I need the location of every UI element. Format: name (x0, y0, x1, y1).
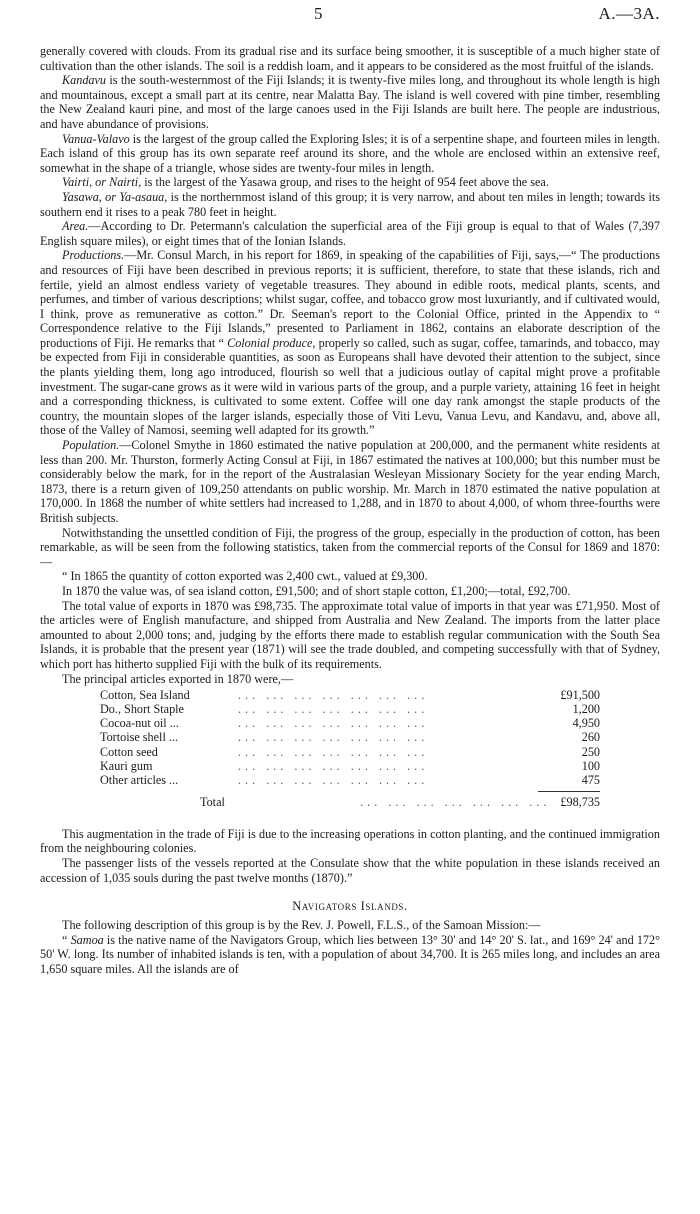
text-block-after-table (40, 827, 660, 885)
export-item-amount: 4,950 (572, 716, 600, 731)
italic-run: Colonial produce, (227, 335, 316, 350)
leader-dots: ... ... ... ... ... ... ... (238, 688, 429, 703)
export-item-name: Cotton, Sea Island (100, 688, 190, 703)
page-body (40, 44, 660, 977)
paragraph (40, 933, 660, 977)
paragraph (40, 438, 660, 526)
text-run: The passenger lists of the vessels reported at the Consulate show that the white population in these islands received an accession of 1,035 souls during the past twelve months (1870).” (40, 856, 660, 885)
paragraph (40, 599, 660, 672)
italic-run: Productions. (62, 248, 125, 263)
text-run: —Mr. Consul March, in his report for 1869, in speaking of the capabilities of Fiji, says,—“ The productions and resources of Fiji have been described in previous reports; it is sufficient, therefore, to state that these islands, rich and fertile, yield an almost endless variety of vegetable treasures. They abound in edible roots, medical plants, scents, and perfumes, and timber of various descriptions; whilst sugar, coffee, and tobacco grow most luxuriantly, and if cultivated would, I think, prove as remunerative as cotton.” Dr. Seeman's report to the Colonial Office, printed in the Appendix to “ Correspondence relative to the Fiji Islands,” presented to Parliament in 1862, contains an elaborate description of the productions of Fiji. He remarks that “ (40, 248, 660, 350)
page-number: 5 (314, 4, 323, 23)
total-amount: £98,735 (560, 794, 600, 809)
exports-total-row (100, 795, 600, 809)
leader-dots: ... ... ... ... ... ... ... (238, 730, 429, 745)
italic-run: Samoa (70, 932, 104, 947)
paragraph (40, 44, 660, 73)
export-row (100, 702, 600, 716)
leader-dots: ... ... ... ... ... ... ... (238, 772, 429, 787)
paragraph (40, 672, 660, 687)
italic-run: Vairti, or Nairti, (62, 175, 142, 190)
document-reference: A.—3A. (598, 4, 660, 23)
text-run: is the largest of the Yasawa group, and rises to the height of 954 feet above the sea. (141, 175, 549, 190)
paragraph (40, 856, 660, 885)
total-rule (538, 791, 600, 792)
italic-run: Kandavu (62, 73, 107, 88)
paragraph (40, 248, 660, 438)
total-label: Total (200, 794, 225, 809)
export-row (100, 688, 600, 702)
paragraph (40, 175, 660, 190)
export-item-name: Do., Short Staple (100, 702, 184, 717)
section-title: Navigators Islands. (292, 899, 408, 914)
paragraph (40, 584, 660, 599)
paragraph (40, 73, 660, 131)
text-run: “ In 1865 the quantity of cotton exported was 2,400 cwt., valued at £9,300. (62, 569, 428, 584)
export-item-name: Kauri gum (100, 758, 153, 773)
text-run: —According to Dr. Petermann's calculation the superficial area of the Fiji group is equal to that of Wales (7,397 English square miles), or eight times that of the Ionian Islands. (40, 219, 660, 248)
leader-dots: ... ... ... ... ... ... ... (238, 716, 429, 731)
paragraph (40, 190, 660, 219)
page-header (0, 4, 660, 30)
export-row (100, 730, 600, 744)
export-item-amount: 1,200 (572, 702, 600, 717)
text-run: The principal articles exported in 1870 were,— (62, 671, 294, 686)
text-run: generally covered with clouds. From its gradual rise and its surface being smoother, it is susceptible of a much higher state of cultivation than the other islands. The soil is a reddish loam, and it appears to be considered as the most fruitful of the islands. (40, 44, 660, 73)
export-row (100, 759, 600, 773)
italic-run: Area. (62, 219, 89, 234)
text-run: “ (62, 932, 71, 947)
export-row (100, 716, 600, 730)
paragraph (40, 132, 660, 176)
export-item-name: Cotton seed (100, 744, 158, 759)
paragraph (40, 918, 660, 933)
text-run: is the native name of the Navigators Group, which lies between 13° 30' and 14° 20' S. lat., and 169° 24' and 172° 50' W. long. Its number of inhabited islands is ten, with a population of about 34,700. It is 265 miles long, and includes an area 1,650 square miles. All the islands are of (40, 932, 660, 977)
text-run: The total value of exports in 1870 was £98,735. The approximate total value of imports in that year was £71,950. Most of the articles were of English manufacture, and shipped from Australia and New Zealand. The imports from the latter place amounted to about 2,000 tons; and, judging by the efforts there made to establish regular communication with the South Sea Islands, it is probable that the present year (1871) will see the trade doubled, and competing successfully with that of Sydney, which port has hitherto supplied Fiji with the bulk of its requirements. (40, 598, 660, 671)
export-row (100, 745, 600, 759)
paragraph (40, 569, 660, 584)
text-run: This augmentation in the trade of Fiji is due to the increasing operations in cotton planting, and the continued immigration from the neighbouring colonies. (40, 826, 660, 856)
text-run: is the south-westernmost of the Fiji Islands; it is twenty-five miles long, and throughout its whole length is high and mountainous, except a small part at its centre, near Malatta Bay. The island is well covered with pine timber, resembling the New Zealand kauri pine, and most of the large canoes used in the Fiji Islands are built here. The people are industrious, and have abundance of provisions. (40, 73, 660, 131)
export-item-amount: £91,500 (560, 688, 600, 703)
text-run: is the largest of the group called the Exploring Isles; it is of a serpentine shape, and fourteen miles in length. Each island of this group has its own separate reef around its shore, and the whole are enclosed within an extensive reef, somewhat in the shape of a triangle, whose sides are twenty-four miles in length. (40, 131, 660, 175)
export-item-amount: 260 (581, 730, 600, 745)
italic-run: Population. (62, 438, 120, 453)
italic-run: Vanua-Valavo (62, 131, 130, 146)
exports-table (100, 688, 600, 809)
paragraph (40, 827, 660, 856)
text-run: —Colonel Smythe in 1860 estimated the native population at 200,000, and the permanent white residents at less than 200. Mr. Thurston, formerly Acting Consul at Fiji, in 1867 estimated the natives at 100,000; but this number must be considerably below the mark, for in the report of the Australasian Wesleyan Missionary Society for the year ending March, 1873, there is a return given of 109,250 attendants on public worship. Mr. March in 1870 estimated the native population at 170,000. In 1868 the number of white settlers had increased to 1,288, and in 1870 to about 4,000, of whom three-fourths were British subjects. (40, 438, 660, 525)
leader-dots: ... ... ... ... ... ... ... (238, 702, 429, 717)
text-run: In 1870 the value was, of sea island cotton, £91,500; and of short staple cotton, £1,200;—total, £92,700. (62, 583, 571, 598)
leader-dots: ... ... ... ... ... ... ... (360, 794, 551, 809)
export-item-amount: 475 (581, 772, 600, 787)
export-row (100, 773, 600, 787)
text-run: Notwithstanding the unsettled condition of Fiji, the progress of the group, especially in the production of cotton, has been remarkable, as will be seen from the following statistics, taken from the commercial reports of the Consul for 1869 and 1870:— (40, 525, 660, 569)
text-run: The following description of this group is by the Rev. J. Powell, F.L.S., of the Samoan Mission:— (62, 918, 541, 933)
text-run: is the northernmost island of this group; it is very narrow, and about ten miles in length; towards its southern end it rises to a peak 780 feet in height. (40, 189, 660, 219)
text-block-top (40, 44, 660, 686)
export-item-amount: 250 (581, 744, 600, 759)
leader-dots: ... ... ... ... ... ... ... (238, 758, 429, 773)
text-block-bottom (40, 918, 660, 976)
paragraph (40, 219, 660, 248)
text-run: properly so called, such as sugar, coffee, tamarinds, and tobacco, may be expected from Fiji in considerable quantities, as soon as Europeans shall have devoted their attention to the subject, since the plants yielding them, long ago introduced, flourish so well that a judicious outlay of capital might prove a profitable investment. The sugar-cane grows as it were wild in various parts of the group, and a purple variety, attaining 16 feet in height and a corresponding thickness, is cultivated to some extent. Coffee will one day rank amongst the staple products of the country, the mountain slopes of the larger islands, especially those of Viti Levu, Vanua Levu, and Kandavu, and, above all, those of the Valley of Namosi, seeming well adapted for its growth.” (40, 335, 660, 438)
export-item-name: Other articles ... (100, 772, 179, 787)
export-item-amount: 100 (581, 758, 600, 773)
paragraph (40, 526, 660, 570)
export-item-name: Tortoise shell ... (100, 730, 179, 745)
export-item-name: Cocoa-nut oil ... (100, 716, 179, 731)
italic-run: Yasawa, or Ya-asaua, (62, 189, 168, 204)
leader-dots: ... ... ... ... ... ... ... (238, 744, 429, 759)
